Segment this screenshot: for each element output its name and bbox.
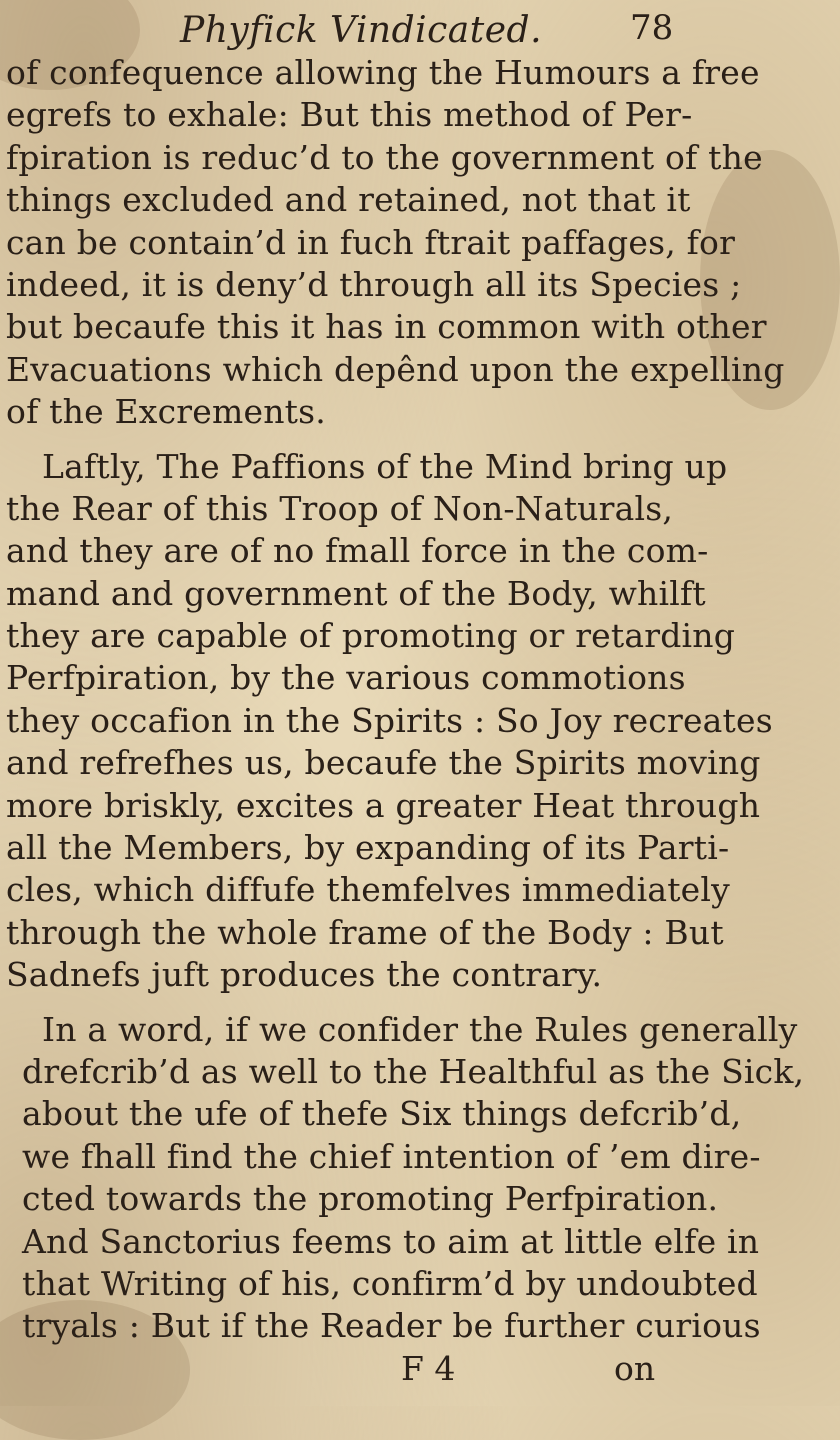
catchword: on — [614, 1348, 656, 1388]
paragraph — [6, 52, 785, 434]
text-line: about the ufe of thefe Six things defcrib’d, — [22, 1094, 742, 1134]
text-line: drefcrib’d as well to the Healthful as the Sick, — [22, 1051, 805, 1091]
text-line: indeed, it is deny’d through all its Species ; — [6, 264, 742, 304]
signature-mark: F 4 — [401, 1348, 456, 1388]
page-header — [0, 4, 680, 54]
text-line: Perfpiration, by the various commotions — [6, 658, 686, 698]
paragraph-continued — [6, 488, 773, 997]
text-line: they are capable of promoting or retarding — [6, 616, 736, 656]
text-line: cles, which diffufe themfelves immediately — [6, 870, 730, 910]
text-line: of confequence allowing the Humours a free — [6, 53, 760, 92]
paragraph — [6, 446, 728, 488]
text-line: they occafion in the Spirits : So Joy recreates — [6, 700, 773, 740]
text-line: In a word, if we confider the Rules generally — [42, 1009, 798, 1049]
paragraph — [6, 1009, 798, 1051]
paragraph-continued — [6, 1051, 805, 1348]
text-line: and they are of no fmall force in the com- — [6, 531, 709, 571]
body-text — [6, 52, 805, 1390]
text-line: And Sanctorius feems to aim at little elfe in — [22, 1221, 760, 1261]
text-line: and refrefhes us, becaufe the Spirits moving — [6, 743, 761, 783]
text-line: tryals : But if the Reader be further curious — [22, 1306, 761, 1346]
text-line: can be contain’d in fuch ftrait paffages, for — [6, 222, 736, 262]
text-line: more briskly, excites a greater Heat through — [6, 785, 761, 825]
text-line: all the Members, by expanding of its Parti- — [6, 828, 730, 868]
text-line: but becaufe this it has in common with other — [6, 307, 767, 347]
page-footer — [6, 1348, 696, 1390]
text-line: we fhall find the chief intention of ’em dire- — [22, 1136, 761, 1176]
text-line: through the whole frame of the Body : But — [6, 912, 724, 952]
text-line: of the Excrements. — [6, 392, 326, 432]
text-line: the Rear of this Troop of Non-Naturals, — [6, 488, 674, 528]
text-line: that Writing of his, confirm’d by undoubted — [22, 1263, 758, 1303]
text-line: cted towards the promoting Perfpiration. — [22, 1179, 719, 1219]
text-line: mand and government of the Body, whilft — [6, 573, 706, 613]
text-line: Laftly, The Paffions of the Mind bring up — [42, 446, 728, 486]
text-line: Evacuations which depênd upon the expelling — [6, 349, 785, 389]
running-title: Phyfick Vindicated. — [180, 10, 543, 51]
text-line: fpiration is reduc’d to the government of the — [6, 137, 763, 177]
text-line: Sadnefs juft produces the contrary. — [6, 955, 603, 995]
text-line: egrefs to exhale: But this method of Per- — [6, 95, 693, 135]
text-line: things excluded and retained, not that it — [6, 180, 691, 220]
page-number: 78 — [630, 8, 674, 48]
